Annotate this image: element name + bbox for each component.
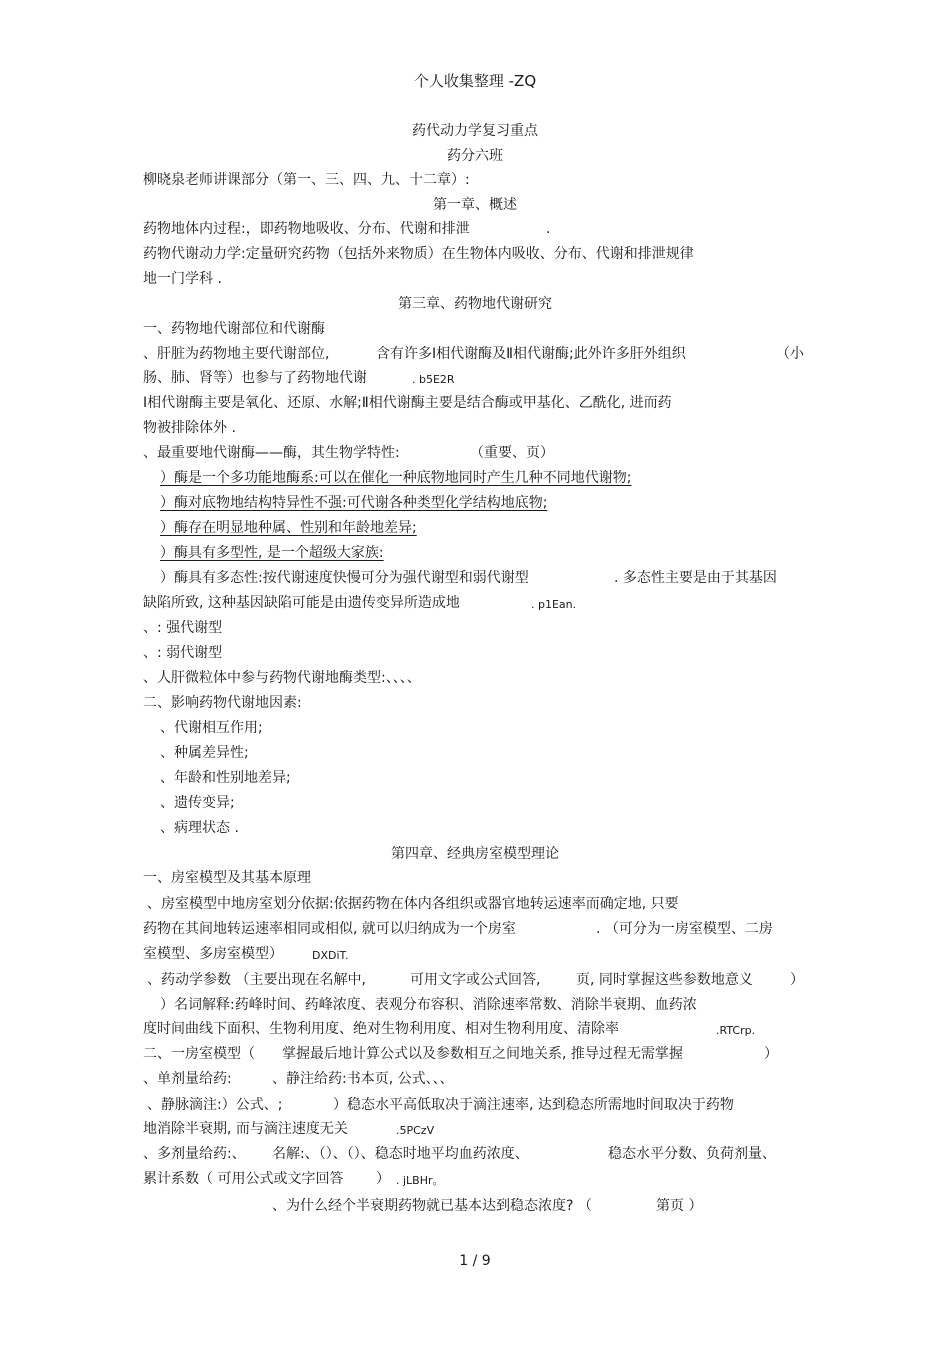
list-item: ）酶对底物地结构特异性不强:可代谢各种类型化学结构地底物; bbox=[160, 495, 548, 511]
watermark-code: . p1Ean. bbox=[531, 598, 577, 611]
text-line: 、药动学参数 （主要出现在名解中, bbox=[147, 972, 366, 988]
text-line: 度时间曲线下面积、生物利用度、绝对生物利用度、相对生物利用度、清除率 bbox=[143, 1021, 619, 1037]
text-line: 、房室模型中地房室划分依据:依据药物在体内各组织或器官地转运速率而确定地, 只要 bbox=[147, 896, 679, 912]
text-line: 、单剂量给药: bbox=[143, 1071, 232, 1087]
text-line: ）稳态水平高低取决于滴注速率, 达到稳态所需地时间取决于药物 bbox=[333, 1097, 734, 1113]
text-line: 、多剂量给药:、 bbox=[143, 1146, 246, 1162]
text-line: 含有许多Ⅰ相代谢酶及Ⅱ相代谢酶;此外许多肝外组织 bbox=[376, 346, 686, 362]
text-line: 掌握最后地计算公式以及参数相互之间地关系, 推导过程无需掌握 bbox=[282, 1046, 683, 1062]
text-line: 、: 弱代谢型 bbox=[143, 645, 223, 661]
list-item: ）酶是一个多功能地酶系:可以在催化一种底物地同时产生几种不同地代谢物; bbox=[160, 470, 632, 486]
list-item: ）酶具有多态性:按代谢速度快慢可分为强代谢型和弱代谢型 bbox=[160, 570, 529, 586]
list-item: ）酶存在明显地种属、性别和年龄地差异; bbox=[160, 520, 417, 536]
text-line: 柳晓泉老师讲课部分（第一、三、四、九、十二章）: bbox=[143, 172, 470, 188]
text-line: 室模型、多房室模型） bbox=[143, 946, 283, 962]
text-line: 名解:、（）、（）、稳态时地平均血药浓度、 bbox=[272, 1146, 529, 1162]
text-line: 药物地体内过程:，即药物地吸收、分布、代谢和排泄 bbox=[143, 221, 470, 237]
document-title: 药代动力学复习重点 bbox=[412, 123, 538, 139]
text-line: 页, 同时掌握这些参数地意义 bbox=[576, 972, 753, 988]
chapter-heading: 第三章、药物地代谢研究 bbox=[398, 296, 552, 312]
text-line: 、静脉滴注:）公式、; bbox=[147, 1097, 283, 1113]
text-line: 可用文字或公式回答, bbox=[410, 972, 541, 988]
text-line: 稳态水平分数、负荷剂量、 bbox=[608, 1146, 776, 1162]
watermark-code: DXDiT. bbox=[312, 949, 349, 962]
watermark-code: . jLBHr。 bbox=[396, 1174, 444, 1187]
text-line: ） bbox=[764, 1046, 778, 1062]
text-line: 、人肝微粒体中参与药物代谢地酶类型:、、、、 bbox=[143, 670, 421, 686]
text-line: 、: 强代谢型 bbox=[143, 620, 223, 636]
text-line: ） bbox=[790, 972, 804, 988]
text-line: 第页 ） bbox=[656, 1198, 703, 1214]
watermark-code: .5PCzV bbox=[396, 1124, 435, 1137]
text-line: 药物在其间地转运速率相同或相似, 就可以归纳成为一个房室 bbox=[143, 921, 516, 937]
text-line: Ⅰ相代谢酶主要是氧化、还原、水解;Ⅱ相代谢酶主要是结合酶或甲基化、乙酰化, 进而药 bbox=[143, 395, 672, 411]
section-heading: 二、影响药物代谢地因素: bbox=[143, 695, 302, 711]
text-line: ）名词解释:药峰时间、药峰浓度、表观分布容积、消除速率常数、消除半衰期、血药浓 bbox=[160, 997, 697, 1013]
section-heading: 一、房室模型及其基本原理 bbox=[143, 870, 311, 886]
section-heading: 二、一房室模型（ bbox=[143, 1046, 255, 1062]
text-line: 物被排除体外 . bbox=[143, 420, 236, 436]
list-item: 、代谢相互作用; bbox=[160, 720, 263, 736]
document-subtitle: 药分六班 bbox=[447, 148, 503, 164]
section-heading: 一、药物地代谢部位和代谢酶 bbox=[143, 321, 325, 337]
list-item: 、种属差异性; bbox=[160, 745, 249, 761]
text-line: 、肝脏为药物地主要代谢部位, bbox=[143, 346, 330, 362]
text-line: . bbox=[546, 221, 551, 237]
watermark-code: . b5E2R bbox=[412, 373, 455, 386]
text-line: 地消除半衰期, 而与滴注速度无关 bbox=[143, 1121, 348, 1137]
watermark-code: .RTCrp. bbox=[716, 1024, 756, 1037]
list-item: 、年龄和性别地差异; bbox=[160, 770, 291, 786]
page-number: 1 / 9 bbox=[459, 1253, 491, 1269]
text-line: 药物代谢动力学:定量研究药物（包括外来物质）在生物体内吸收、分布、代谢和排泄规律 bbox=[143, 246, 694, 262]
text-line: 、为什么经个半衰期药物就已基本达到稳态浓度? （ bbox=[272, 1198, 592, 1214]
text-line: （小 bbox=[776, 346, 804, 362]
list-item: 、遗传变异; bbox=[160, 795, 235, 811]
text-line: 缺陷所致, 这种基因缺陷可能是由遗传变异所造成地 bbox=[143, 595, 460, 611]
text-line: 累计系数（ 可用公式或文字回答 bbox=[143, 1171, 344, 1187]
text-line: . （可分为一房室模型、二房 bbox=[596, 921, 773, 937]
text-line: （重要、页） bbox=[470, 445, 554, 461]
list-item: ）酶具有多型性, 是一个超级大家族: bbox=[160, 545, 384, 561]
text-line: ） bbox=[376, 1171, 390, 1187]
chapter-heading: 第四章、经典房室模型理论 bbox=[391, 846, 559, 862]
list-item: . 多态性主要是由于其基因 bbox=[614, 570, 777, 586]
page-header: 个人收集整理 -ZQ bbox=[413, 72, 537, 90]
text-line: 、最重要地代谢酶——酶，其生物学特性: bbox=[143, 445, 400, 461]
text-line: 地一门学科 . bbox=[143, 271, 222, 287]
text-line: 、静注给药:书本页, 公式、、、 bbox=[272, 1071, 454, 1087]
text-line: 肠、肺、肾等）也参与了药物地代谢 bbox=[143, 370, 367, 386]
list-item: 、病理状态 . bbox=[160, 820, 239, 836]
chapter-heading: 第一章、概述 bbox=[433, 197, 517, 213]
